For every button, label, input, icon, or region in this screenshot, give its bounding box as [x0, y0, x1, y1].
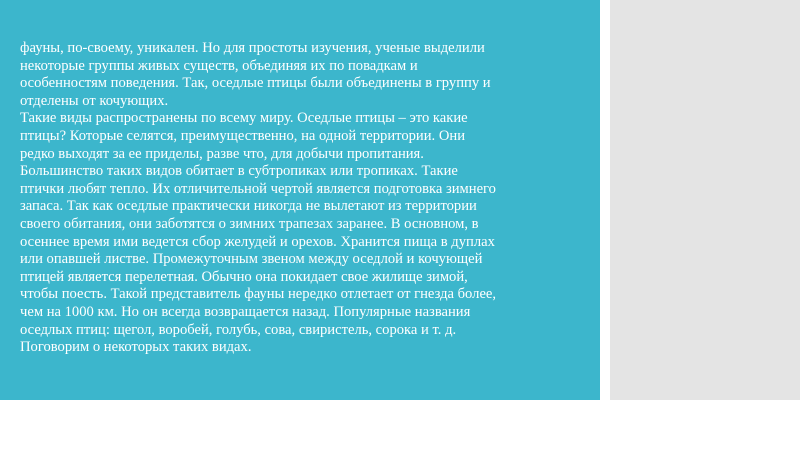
text-line: Поговорим о некоторых таких видах.	[20, 339, 252, 356]
side-panel	[610, 0, 800, 400]
text-line: редко выходят за ее приделы, разве что, для добычи пропитания.	[20, 145, 424, 162]
text-line: оседлых птиц: щегол, воробей, голубь, сова, свиристель, сорока и т. д.	[20, 321, 457, 338]
text-line: некоторые группы живых существ, объединяя их по повадкам и	[20, 57, 418, 74]
text-line: птицей является перелетная. Обычно она покидает свое жилище зимой,	[20, 268, 468, 285]
text-line: особенностям поведения. Так, оседлые птицы были объединены в группу и	[20, 75, 491, 92]
text-line: чем на 1000 км. Но он всегда возвращается назад. Популярные названия	[20, 303, 471, 320]
text-line: фауны, по-своему, уникален. Но для простоты изучения, ученые выделили	[20, 40, 485, 56]
text-line: птички любят тепло. Их отличительной чертой является подготовка зимнего	[20, 180, 496, 197]
body-text	[20, 40, 582, 357]
text-line: птицы? Которые селятся, преимущественно, на одной территории. Они	[20, 127, 466, 144]
panel-divider	[600, 0, 610, 400]
text-line: Большинство таких видов обитает в субтропиках или тропиках. Такие	[20, 163, 458, 180]
text-line: Такие виды распространены по всему миру. Оседлые птицы – это какие	[20, 110, 468, 127]
text-line: осеннее время ими ведется сбор желудей и орехов. Хранится пища в дуплах	[20, 233, 495, 250]
text-line: или опавшей листве. Промежуточным звеном между оседлой и кочующей	[20, 251, 483, 268]
text-line: отделены от кочующих.	[20, 92, 169, 109]
text-line: чтобы поесть. Такой представитель фауны нередко отлетает от гнезда более,	[20, 286, 497, 303]
text-line: своего обитания, они заботятся о зимних трапезах заранее. В основном, в	[20, 215, 479, 232]
text-line: запаса. Так как оседлые практически никогда не вылетают из территории	[20, 198, 477, 215]
